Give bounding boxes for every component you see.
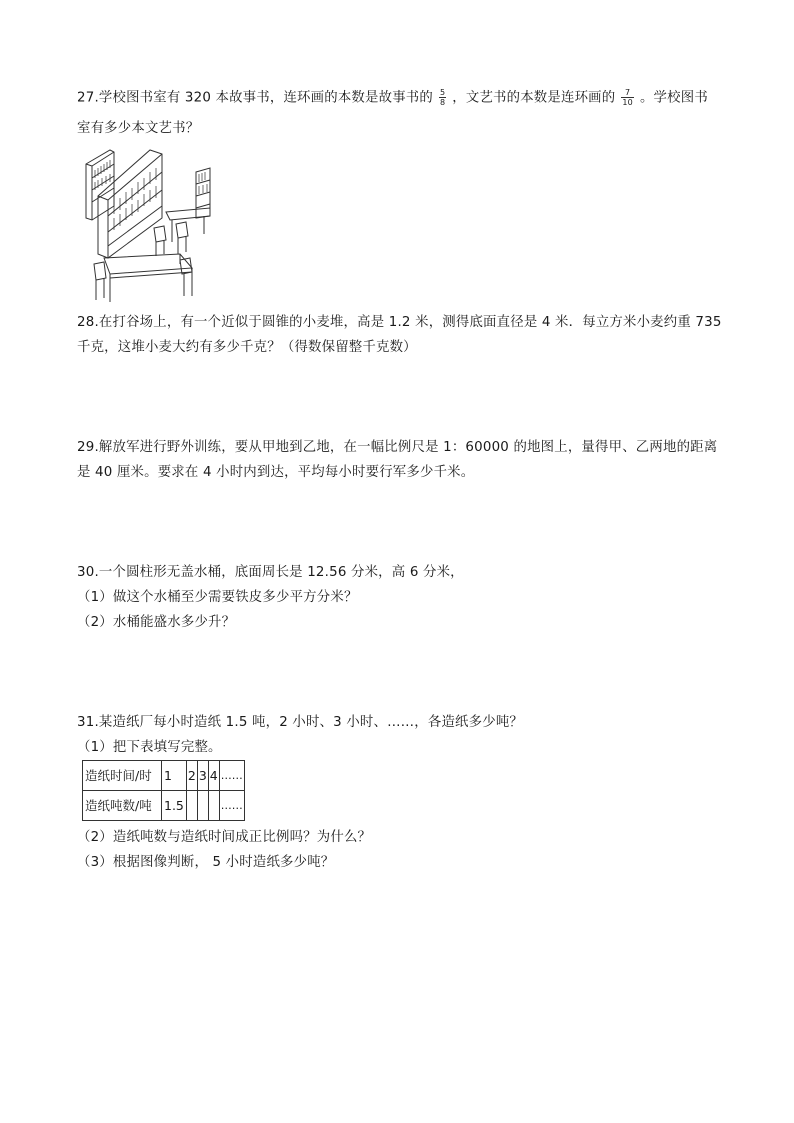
table-cell: …… [219,761,244,791]
table-cell: 2 [186,761,197,791]
table-cell-blank[interactable] [208,791,219,821]
q29-line1: 29.解放军进行野外训练，要从甲地到乙地，在一幅比例尺是 1：60000 的地图上，量得甲、乙两地的距离 [77,440,718,455]
q31-line1: 31.某造纸厂每小时造纸 1.5 吨，2 小时、3 小时、……，各造纸多少吨？ [77,715,524,730]
table-cell-blank[interactable] [186,791,197,821]
q28-line1: 28.在打谷场上，有一个近似于圆锥的小麦堆，高是 1.2 米，测得底面直径是 4 米．每立方米小麦约重 735 [77,315,722,330]
q27-text-part1: 27.学校图书室有 320 本故事书，连环画的本数是故事书的 [77,90,433,106]
chair [154,226,166,256]
table-front [104,254,192,274]
table-cell: 1 [162,761,187,791]
table-row [83,791,245,821]
table-header-tons: 造纸吨数/吨 [83,791,162,821]
q30-sub1: （1）做这个水桶至少需要铁皮多少平方分米？ [77,590,358,605]
q29-line2: 是 40 厘米。要求在 4 小时内到达，平均每小时要行军多少千米。 [77,465,475,480]
table-cell: 4 [208,761,219,791]
q28-line2: 千克，这堆小麦大约有多少千克？（得数保留整千克数） [77,340,417,355]
q31-sub2: （2）造纸吨数与造纸时间成正比例吗？为什么？ [77,830,372,845]
production-table [82,760,245,821]
table-cell: …… [219,791,244,821]
chair [176,222,188,254]
q27-text-part2: ，文艺书的本数是连环画的 [452,90,616,106]
library-illustration [84,146,212,304]
q31-sub1: （1）把下表填写完整。 [77,740,222,755]
table-row [83,761,245,791]
q27-line1 [77,88,708,108]
table-header-time: 造纸时间/时 [83,761,162,791]
table-cell: 3 [197,761,208,791]
q27-line2: 室有多少本文艺书？ [77,121,200,136]
table-cell-blank[interactable] [197,791,208,821]
q30-line1: 30.一个圆柱形无盖水桶，底面周长是 12.56 分米，高 6 分米， [77,565,464,580]
q31-sub3: （3）根据图像判断， 5 小时造纸多少吨？ [77,855,335,870]
table-cell: 1.5 [162,791,187,821]
q27-text-part3: 。学校图书 [639,90,708,106]
table-back [166,208,210,220]
q30-sub2: （2）水桶能盛水多少升？ [77,615,236,630]
chair [94,262,106,300]
chair [180,258,192,296]
q27-fraction-7-10: $\frac{7}{10}$ [622,88,633,107]
q27-fraction-5-8: $\frac{5}{8}$ [439,88,446,107]
